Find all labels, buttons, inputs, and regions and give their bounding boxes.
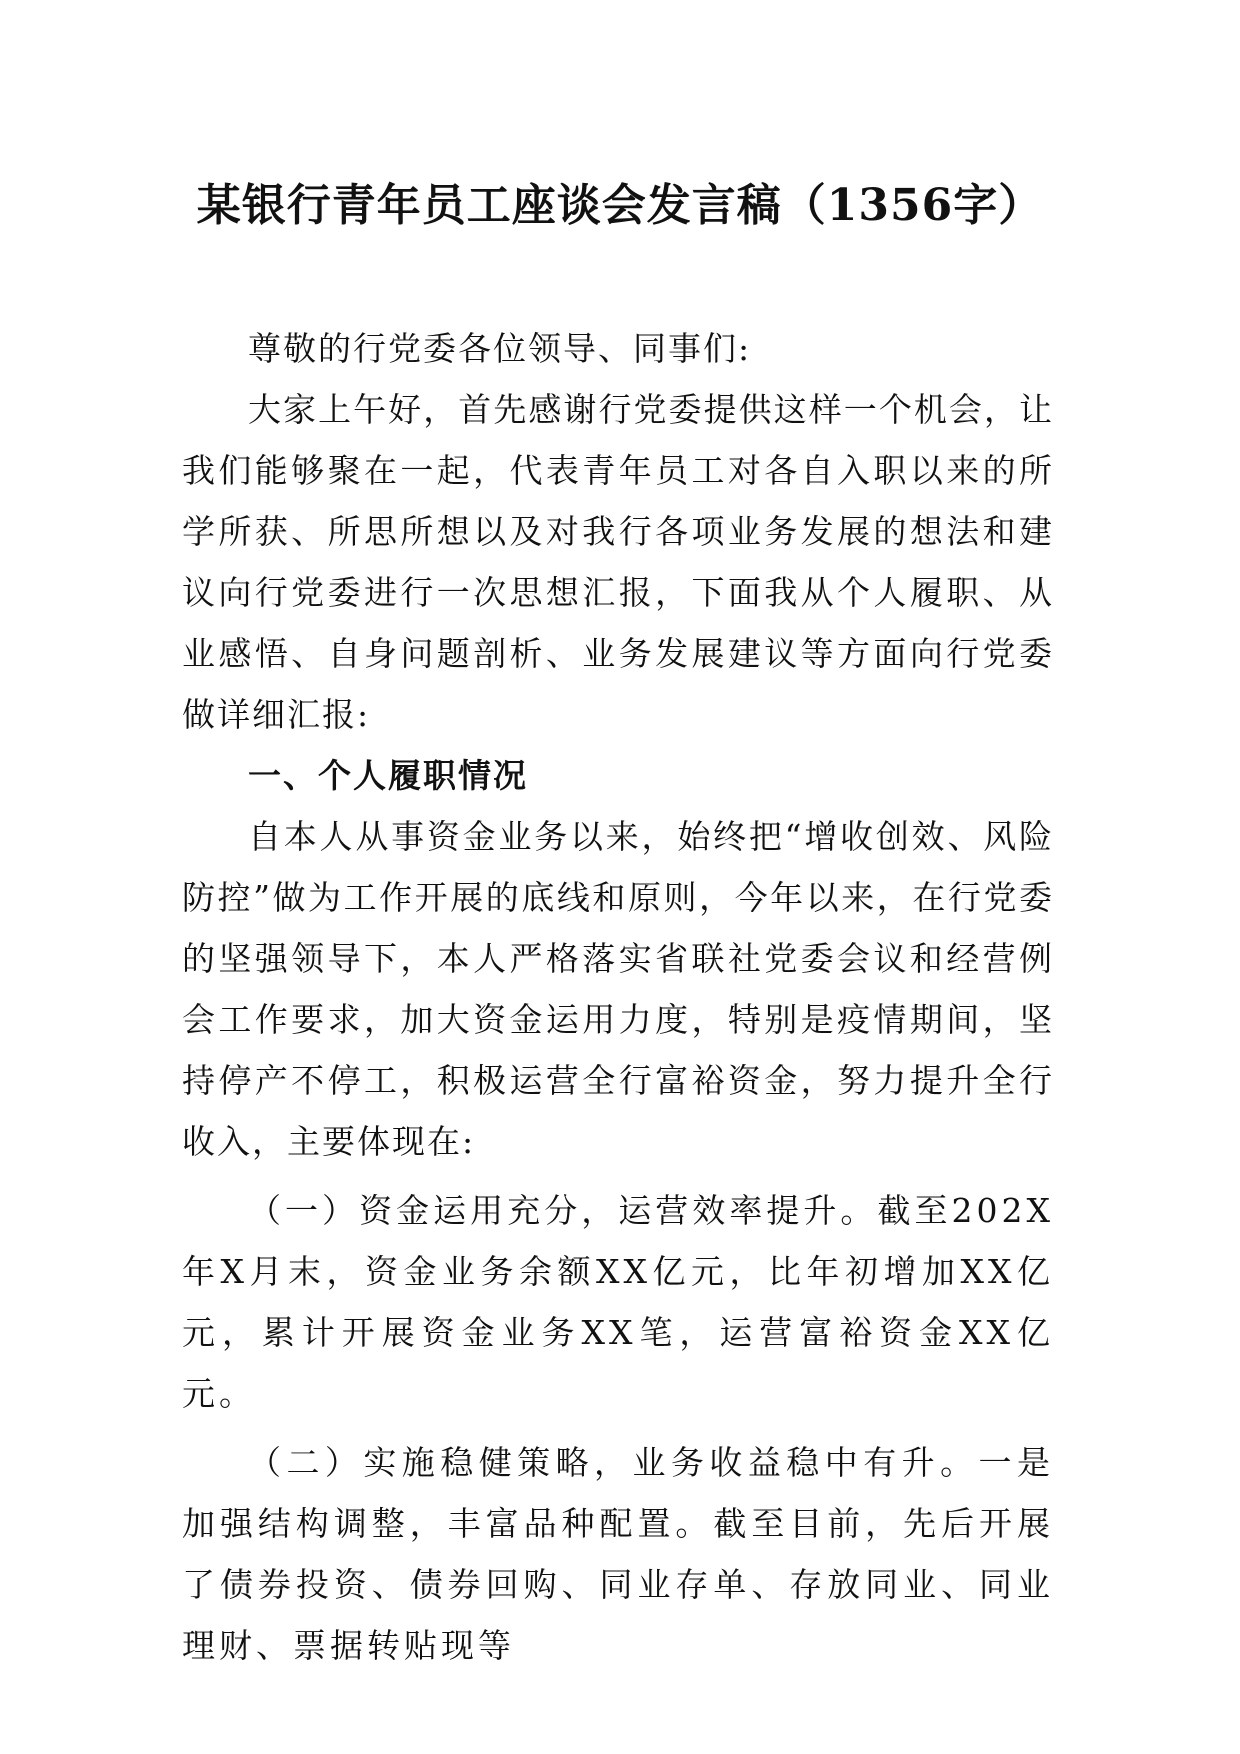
subsection-2-paragraph: （二）实施稳健策略，业务收益稳中有升。一是加强结构调整，丰富品种配置。截至目前，先后开展了债券投资、债券回购、同业存单、存放同业、同业理财、票据转贴现等 (182, 1443, 1054, 1665)
section1-paragraph: 自本人从事资金业务以来，始终把“增收创效、风险防控”做为工作开展的底线和原则，今年以来，在行党委的坚强领导下，本人严格落实省联社党委会议和经营例会工作要求，加大资金运用力度，特别是疫情期间，坚持停产不停工，积极运营全行富裕资金，努力提升全行收入，主要体现在: (182, 817, 1054, 1161)
section-heading-1: 一、个人履职情况 (248, 756, 528, 795)
greeting-paragraph: 尊敬的行党委各位领导、同事们: (248, 329, 752, 368)
subsection-1-paragraph: （一）资金运用充分，运营效率提升。截至202X年X月末，资金业务余额XX亿元，比年初增加XX亿元，累计开展资金业务XX笔，运营富裕资金XX亿元。 (182, 1191, 1054, 1413)
document-title: 某银行青年员工座谈会发言稿（1356字） (196, 180, 1044, 231)
intro-paragraph: 大家上午好，首先感谢行党委提供这样一个机会，让我们能够聚在一起，代表青年员工对各自入职以来的所学所获、所思所想以及对我行各项业务发展的想法和建议向行党委进行一次思想汇报，下面我从个人履职、从业感悟、自身问题剖析、业务发展建议等方面向行党委做详细汇报: (182, 390, 1054, 734)
document-body (182, 318, 1054, 1676)
